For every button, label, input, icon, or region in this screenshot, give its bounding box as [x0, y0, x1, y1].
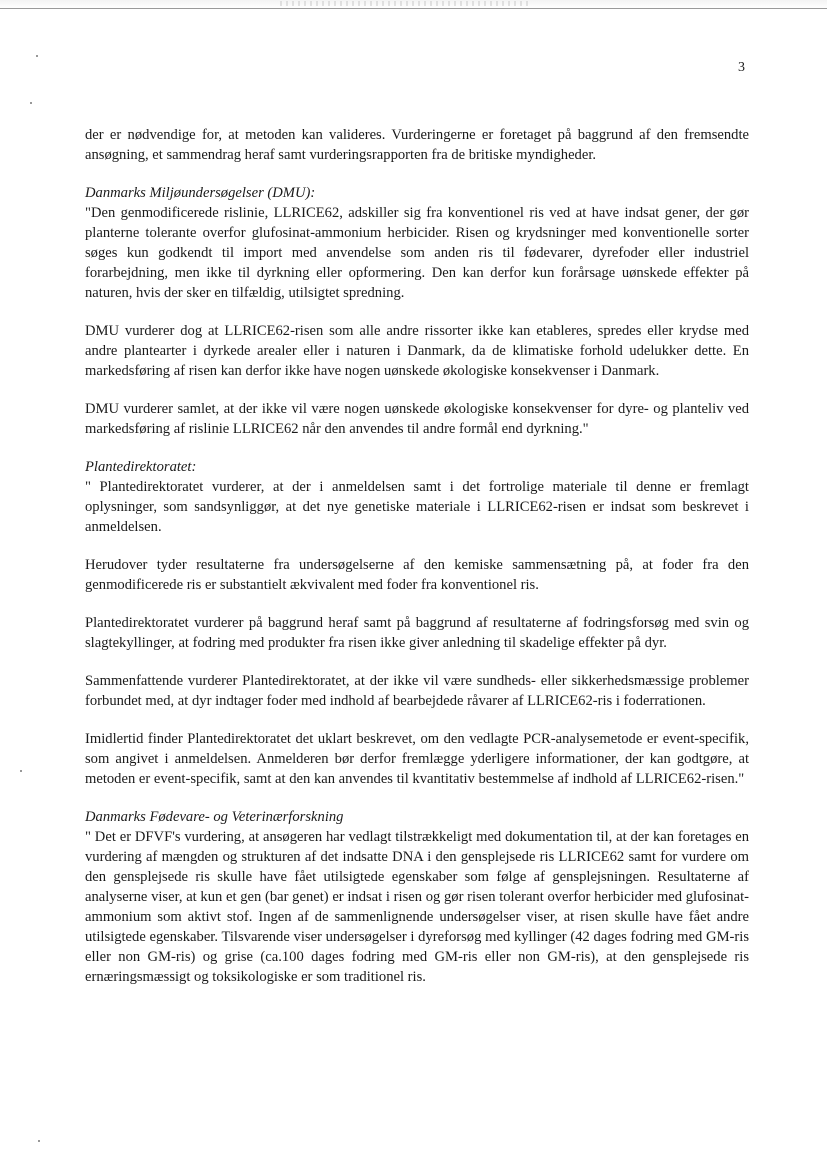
heading-plantedirektoratet: Plantedirektoratet: [85, 459, 197, 475]
paragraph-dmu-3: DMU vurderer samlet, at der ikke vil være nogen uønskede økologiske konsekvenser for dyre- og planteliv ved markedsføring af rislinie LLRICE62 når den anvendes til andre formål end dyrkning." [85, 401, 749, 437]
heading-dmu: Danmarks Miljøundersøgelser (DMU): [85, 185, 316, 201]
paragraph-pd-3: Plantedirektoratet vurderer på baggrund heraf samt på baggrund af resultaterne af fodringsforsøg med svin og slagtekyllinger, at fodring med produkter fra risen ikke giver anledning til skadelige effekter på dyr. [85, 615, 749, 651]
paragraph-pd-1: " Plantedirektoratet vurderer, at der i anmeldelsen samt i det fortrolige materiale til denne er fremlagt oplysninger, som sandsynliggør, at det nye genetiske materiale i LLRICE62-risen er indsat som beskrevet i anmeldelsen. [85, 479, 749, 535]
paragraph-pd-5: Imidlertid finder Plantedirektoratet det uklart beskrevet, om den vedlagte PCR-analysemetode er event-specifik, som angivet i anmeldelsen. Anmelderen bør derfor fremlægge yderligere informationer, der kan godtgøre, at metoden er event-specifik, samt at den kan anvendes til kvantitativ bestemmelse af indhold af LLRICE62-risen." [85, 731, 749, 787]
scan-speck [30, 102, 32, 104]
scan-speck [36, 55, 38, 57]
scan-noise [280, 1, 530, 6]
scan-speck [38, 1140, 40, 1142]
paragraph-intro: der er nødvendige for, at metoden kan valideres. Vurderingerne er foretaget på baggrund af den fremsendte ansøgning, et sammendrag heraf samt vurderingsrapporten fra de britiske myndigheder. [85, 127, 749, 163]
document-body [85, 125, 749, 987]
paragraph-dfvf-1: " Det er DFVF's vurdering, at ansøgeren har vedlagt tilstrækkeligt med dokumentation til, at der kan foretages en vurdering af mængden og strukturen af det indsatte DNA i den gensplejsede ris LLRICE62 samt for vurdere om den gensplejsede ris skulle have fået utilsigtede egenskaber som følge af gensplejsningen. Resultaterne af analyserne viser, at kun et gen (bar genet) er indsat i risen og gør risen tolerant overfor herbicider med glufosinat-ammonium som aktivt stof. Ingen af de sammenlignende undersøgelser viser, at risen skulle have fået andre utilsigtede egenskaber. Tilsvarende viser undersøgelser i dyreforsøg med kyllinger (42 dages fodring med GM-ris eller non GM-ris) og grise (ca.100 dages fodring med GM-ris eller non GM-ris), at den gensplejsede ris ernæringsmæssigt og toksikologiske er som traditionel ris. [85, 829, 749, 985]
paragraph-pd-2: Herudover tyder resultaterne fra undersøgelserne af den kemiske sammensætning på, at foder fra den genmodificerede ris er substantielt ækvivalent med foder fra konventionel ris. [85, 557, 749, 593]
scan-top-edge [0, 0, 827, 9]
heading-dfvf: Danmarks Fødevare- og Veterinærforskning [85, 809, 344, 825]
paragraph-dmu-1: "Den genmodificerede rislinie, LLRICE62, adskiller sig fra konventionel ris ved at have indsat gener, der gør planterne tolerante overfor glufosinat-ammonium herbicider. Risen og krydsninger med konventionelle sorter søges kun godkendt til import med anvendelse som anden ris til fødevarer, dyrefoder eller industriel forarbejdning, men ikke til dyrkning eller opformering. Den kan derfor kun forårsage uønskede effekter på naturen, hvis der sker en tilfældig, utilsigtet spredning. [85, 205, 749, 301]
paragraph-dmu-2: DMU vurderer dog at LLRICE62-risen som alle andre rissorter ikke kan etableres, spredes eller krydse med andre plantearter i dyrkede arealer eller i naturen i Danmark, da de klimatiske forhold udelukker dette. En markedsføring af risen kan derfor ikke have nogen uønskede økologiske konsekvenser i Danmark. [85, 323, 749, 379]
scan-speck [20, 770, 22, 772]
paragraph-pd-4: Sammenfattende vurderer Plantedirektoratet, at der ikke vil være sundheds- eller sikkerhedsmæssige problemer forbundet med, at dyr indtager foder med indhold af bearbejdede råvarer af LLRICE62-ris i foderrationen. [85, 673, 749, 709]
page-number: 3 [738, 60, 745, 75]
